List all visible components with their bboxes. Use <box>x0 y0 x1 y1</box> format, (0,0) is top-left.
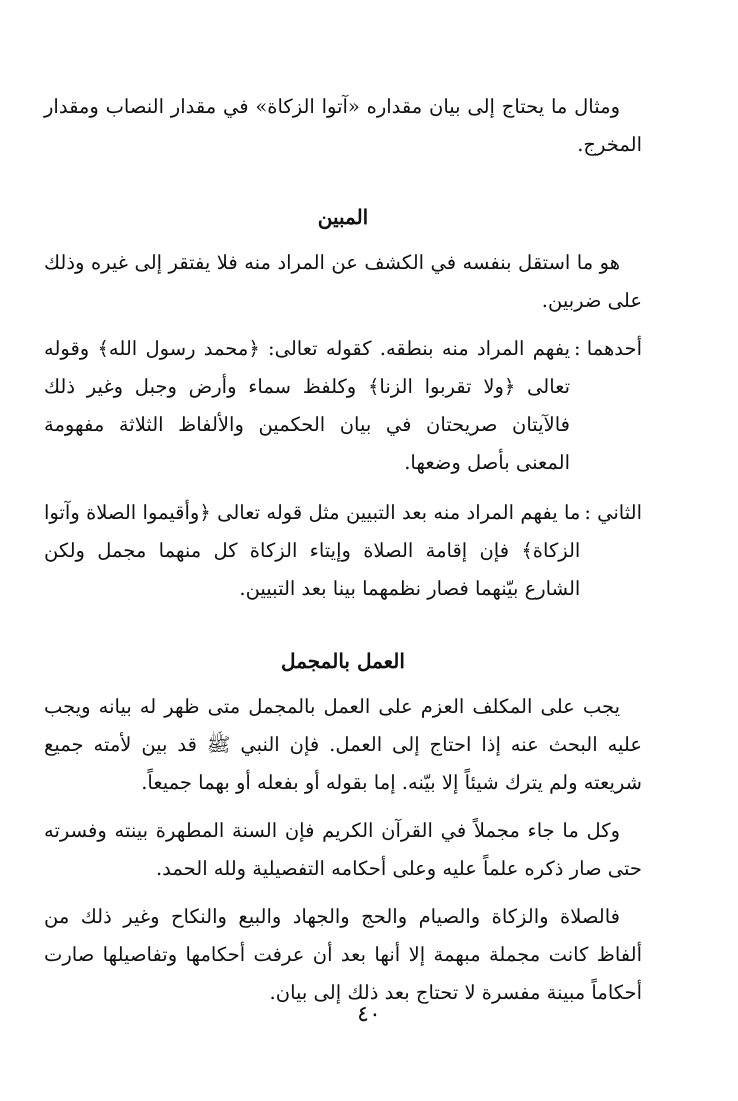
list-item-second <box>44 494 642 608</box>
item-text-second: ما يفهم المراد منه بعد التبيين مثل قوله تعالى ﴿وأقيموا الصلاة وآتوا الزكاة﴾ فإن إقامة الصلاة وإيتاء الزكاة كل منهما مجمل ولكن الشارع بيّنهما فصار نظمهما بينا بعد التبيين. <box>44 501 581 600</box>
amal-paragraph-3: فالصلاة والزكاة والصيام والحج والجهاد والبيع والنكاح وغير ذلك من ألفاظ كانت مجملة مبهمة إلا أنها بعد أن عرفت أحكامها وتفاصيلها صارت أحكاماً مبينة مفسرة لا تحتاج بعد ذلك إلى بيان. <box>44 905 642 1004</box>
mubin-definition: هو ما استقل بنفسه في الكشف عن المراد منه فلا يفتقر إلى غيره وذلك على ضربين. <box>44 251 642 312</box>
page-number: ٤٠ <box>357 1002 381 1027</box>
item-label-first: أحدهما : <box>574 337 642 360</box>
item-label-second: الثاني : <box>584 501 642 524</box>
item-text-first: يفهم المراد منه بنطقه. كقوله تعالى: ﴿محمد رسول الله﴾ وقوله تعالى ﴿ولا تقربوا الزنا﴾ وكلفظ سماء وأرض وجبل وغير ذلك فالآيتان صريحتان في بيان الحكمين والألفاظ الثلاثة مفهومة المعنى بأصل وضعها. <box>44 337 571 474</box>
amal-paragraph-1: يجب على المكلف العزم على العمل بالمجمل متى ظهر له بيانه ويجب عليه البحث عنه إذا احتاج إلى العمل. فإن النبي ﷺ قد بين لأمته جميع شريعته ولم يترك شيئاً إلا بيّنه. إما بقوله أو بفعله أو بهما جميعاً. <box>44 695 642 794</box>
heading-amal: العمل بالمجمل <box>281 649 405 673</box>
page-body <box>44 88 642 1012</box>
list-item-first <box>44 330 642 482</box>
intro-paragraph: ومثال ما يحتاج إلى بيان مقداره «آتوا الزكاة» في مقدار النصاب ومقدار المخرج. <box>44 95 642 156</box>
heading-mubin: المبين <box>317 205 369 229</box>
amal-paragraph-2: وكل ما جاء مجملاً في القرآن الكريم فإن السنة المطهرة بينته وفسرته حتى صار ذكره علماً عليه وعلى أحكامه التفصيلية ولله الحمد. <box>44 819 642 880</box>
